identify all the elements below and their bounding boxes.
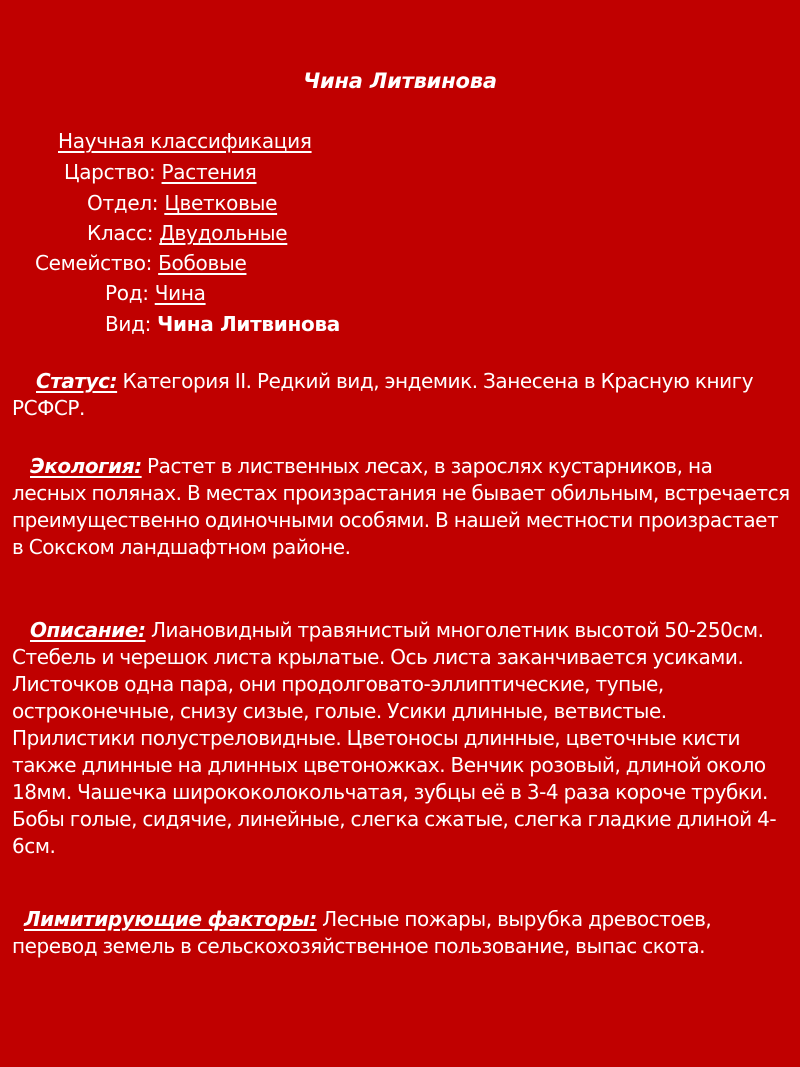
division-label: Отдел: [87, 191, 165, 215]
class-link[interactable]: Двудольные [159, 221, 288, 245]
kingdom-row [64, 158, 257, 186]
class-row [87, 219, 287, 247]
family-label: Семейство: [35, 251, 159, 275]
status-text: Категория II. Редкий вид, эндемик. Занесена в Красную книгу РСФСР. [12, 369, 754, 420]
description-text: Лиановидный травянистый многолетник высотой 50-250см. Стебель и черешок листа крылатые. Ось листа заканчивается усиками. Листочков одна пара, они продолговато-эллиптические, тупые, остроконечные, снизу сизые, голые. Усики длинные, ветвистые. Прилистики полустреловидные. Цветоносы длинные, цветочные кисти также длинные на длинных цветоножках. Венчик розовый, длиной около 18мм. Чашечка ширококолокольчатая, зубцы её в 3-4 раза короче трубки. Бобы голые, сидячие, линейные, слегка сжатые, слегка гладкие длиной 4-6см. [12, 618, 777, 858]
ecology-section [12, 453, 790, 561]
division-row [87, 189, 277, 217]
genus-link[interactable]: Чина [154, 281, 206, 305]
genus-label: Род: [105, 281, 155, 305]
limiting-text: Лесные пожары, вырубка древостоев, перевод земель в сельскохозяйственное пользование, выпас скота. [12, 907, 712, 958]
kingdom-label: Царство: [64, 160, 162, 184]
family-row [35, 249, 246, 277]
page-title: Чина Литвинова [303, 69, 497, 93]
status-heading: Статус: [36, 369, 118, 393]
ecology-heading: Экология: [30, 454, 142, 478]
limiting-heading: Лимитирующие факторы: [24, 907, 317, 931]
species-label: Вид: [105, 312, 158, 336]
kingdom-link[interactable]: Растения [161, 160, 257, 184]
ecology-text: Растет в лиственных лесах, в зарослях кустарников, на лесных полянах. В местах произрастания не бывает обильным, встречается преимущественно одиночными особями. В нашей местности произрастает в Сокском ландшафтном районе. [12, 454, 790, 559]
classification-header: Научная классификация [58, 129, 312, 153]
family-link[interactable]: Бобовые [158, 251, 247, 275]
genus-row [105, 279, 206, 307]
description-heading: Описание: [30, 618, 146, 642]
description-section [12, 617, 790, 860]
limiting-section [12, 906, 790, 960]
species-value: Чина Литвинова [157, 312, 341, 336]
class-label: Класс: [87, 221, 160, 245]
status-section [12, 368, 790, 422]
species-row [105, 310, 340, 338]
division-link[interactable]: Цветковые [164, 191, 278, 215]
